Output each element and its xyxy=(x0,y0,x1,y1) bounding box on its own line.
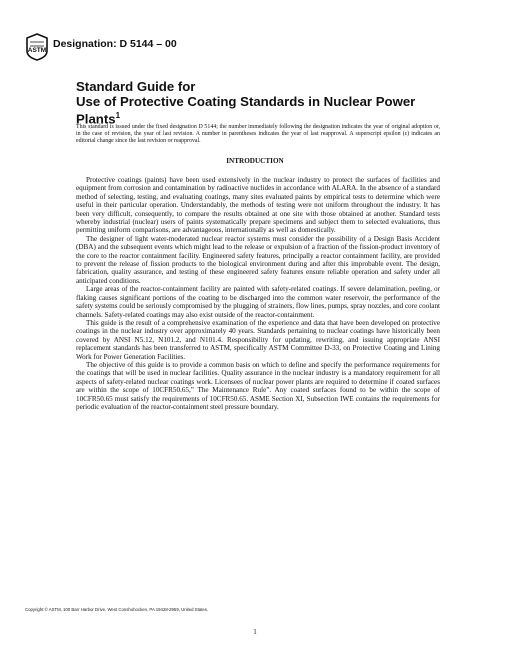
introduction-body xyxy=(76,176,440,411)
svg-text:ASTM: ASTM xyxy=(27,47,47,54)
page-number: 1 xyxy=(253,628,257,636)
document-title xyxy=(76,80,456,127)
intro-paragraph: The designer of light water-moderated nuclear reactor systems must consider the possibility of a Design Basis Accident (DBA) and the subsequent events which might lead to the release or expulsion of a fraction of the fission-product inventory of the core to the reactor containment facility. Engineered safety features, principally a reactor containment facility, are provided to prevent the release of fission products to the biological environment during and after this improbable event. The design, fabrication, quality assurance, and testing of these engineered safety features ensure reliable operation and safety under all anticipated conditions. xyxy=(76,234,440,285)
title-line-2: Use of Protective Coating Standards in Nuclear Power xyxy=(76,93,416,109)
intro-paragraph: This guide is the result of a comprehensive examination of the experience and data that have been developed on protective coatings in the nuclear industry over approximately 40 years. Standards pertaining to nuclear coatings have historically been covered by ANSI N5.12, N101.2, and N101.4. Responsibility for updating, rewriting, and issuing appropriate ANSI replacement standards has been transferred to ASTM, specifically ASTM Committee D-33, on Protective Coating and Lining Work for Power Generation Facilities. xyxy=(76,318,440,361)
title-footnote-mark: 1 xyxy=(115,111,121,120)
introduction-heading: INTRODUCTION xyxy=(226,157,284,165)
standard-notice: This standard is issued under the fixed designation D 5144; the number immediately following the designation indicates the year of original adoption or, in the case of revision, the year of last revision. A number in parentheses indicates the year of last reapproval. A superscript epsilon (ε) indicates an editorial change since the last revision or reapproval. xyxy=(76,124,440,145)
intro-paragraph: Large areas of the reactor-containment facility are painted with safety-related coatings. If severe delamination, peeling, or flaking causes significant portions of the coating to be discharged into the common water reservoir, the performance of the safety systems could be seriously compromised by the plugging of strainers, flow lines, pumps, spray nozzles, and core coolant channels. Safety-related coatings may also exist outside of the reactor-containment. xyxy=(76,285,440,319)
designation: Designation: D 5144 – 00 xyxy=(53,38,177,50)
intro-paragraph: Protective coatings (paints) have been used extensively in the nuclear industry to protect the surfaces of facilities and equipment from corrosion and contamination by radioactive nuclides in accordance with ALARA. In the absence of a standard method of selecting, testing, and evaluating coatings, many sites evaluated paints by empirical tests to determine which were useful in their particular operation. Understandably, the methods of testing were not uniform throughout the industry. It has been very difficult, consequently, to compare the results obtained at one site with those obtained at another. Standard tests whereby industrial (nuclear) users of paints systematically prepare specimens and subject them to selected evaluations, thus permitting uniform comparisons, are advantageous, internationally as well as domestically. xyxy=(76,176,440,235)
astm-logo xyxy=(26,33,48,61)
title-line-3-text: Plants xyxy=(76,111,116,127)
intro-paragraph: The objective of this guide is to provide a common basis on which to define and specify the performance requirements for the coatings that will be used in nuclear facilities. Quality assurance in the nuclear industry is a mandatory requirement for all aspects of safety-related nuclear coatings work. Licensees of nuclear power plants are required to determine if coated surfaces are within the scope of 10CFR50.65,” The Maintenance Rule”. Any coated surfaces found to be within the scope of 10CFR50.65 must satisfy the requirements of 10CFR50.65. ASME Section XI, Subsection IWE contains the requirements for periodic evaluation of the reactor-containment steel pressure boundary. xyxy=(76,360,440,411)
title-line-1: Standard Guide for xyxy=(76,79,196,94)
copyright-notice: Copyright © ASTM, 100 Barr Harbor Drive, West Conshohocken, PA 19428-2959, United States. xyxy=(25,607,209,612)
